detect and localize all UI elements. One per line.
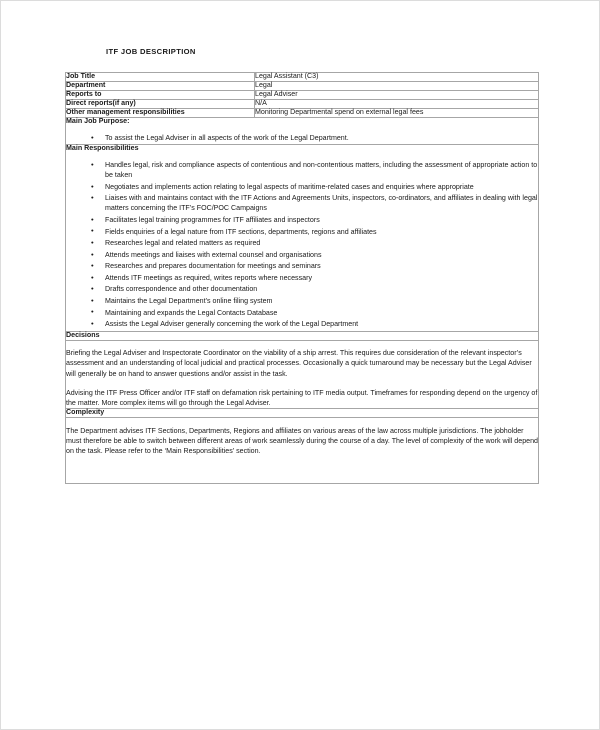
list-item: • Fields enquiries of a legal nature from ITF sections, departments, regions and affiliates <box>66 227 538 237</box>
field-value: Legal <box>255 81 539 90</box>
table-row-job-title <box>66 73 539 82</box>
job-description-table <box>65 72 539 484</box>
section-cell <box>66 418 539 484</box>
table-row-department <box>66 81 539 90</box>
field-label: Department <box>66 81 255 90</box>
list-item: • Drafts correspondence and other documentation <box>66 284 538 294</box>
list-item: • Liaises with and maintains contact with the ITF Actions and Agreements Units, inspectors, co-ordinators, and affiliates in dealing with legal matters concerning the ITF’s FOC/POC Campaigns <box>66 193 538 213</box>
list-item: • Handles legal, risk and compliance aspects of contentious and non-contentious matters, including the assessment of appropriate action to be taken <box>66 160 538 180</box>
list-item: • Maintains the Legal Department’s online filing system <box>66 296 538 306</box>
table-row-reports-to <box>66 90 539 99</box>
list-item: • Negotiates and implements action relating to legal aspects of maritime-related cases and enquiries where appropriate <box>66 182 538 192</box>
section-decisions-body <box>66 340 539 409</box>
field-label: Job Title <box>66 73 255 82</box>
field-value: Monitoring Departmental spend on external legal fees <box>255 108 539 117</box>
section-heading-main-responsibilities: Main Responsibilities <box>66 143 139 152</box>
section-complexity-body <box>66 418 539 484</box>
paragraph: Advising the ITF Press Officer and/or ITF staff on defamation risk pertaining to ITF media output. Timeframes for responding depend on the urgency of the matter. More complex items will go through the Legal Adviser. <box>66 388 538 407</box>
bullet-list-main-job-purpose <box>66 133 538 143</box>
bullet-list-main-responsibilities <box>66 160 538 329</box>
list-item: • Assists the Legal Adviser generally concerning the work of the Legal Department <box>66 319 538 329</box>
spacer <box>66 457 538 483</box>
field-value: Legal Adviser <box>255 90 539 99</box>
paragraph: The Department advises ITF Sections, Departments, Regions and affiliates on various areas of the law across multiple jurisdictions. The jobholder must therefore be able to switch between different areas of work seamlessly during the course of a day. The level of complexity of the work will depend on the task. Please refer to the ‘Main Responsibilities’ section. <box>66 426 538 456</box>
list-item: • Maintaining and expands the Legal Contacts Database <box>66 308 538 318</box>
section-decisions-heading <box>66 331 539 340</box>
field-label: Other management responsibilities <box>66 108 255 117</box>
section-cell <box>66 340 539 409</box>
list-item: • Facilitates legal training programmes for ITF affiliates and inspectors <box>66 215 538 225</box>
list-item: • Attends ITF meetings as required, writes reports where necessary <box>66 273 538 283</box>
field-value: Legal Assistant (C3) <box>255 73 539 82</box>
section-heading-decisions: Decisions <box>66 331 539 340</box>
section-heading-main-job-purpose: Main Job Purpose: <box>66 116 130 125</box>
section-cell <box>66 117 539 144</box>
section-complexity-heading <box>66 409 539 418</box>
list-item: • To assist the Legal Adviser in all aspects of the work of the Legal Department. <box>66 133 538 143</box>
paragraph: Briefing the Legal Adviser and Inspectorate Coordinator on the viability of a ship arrest. This requires due consideration of the relevant inspector’s assessment and an understanding of local judicial and practical processes. Occasionally a quick turnaround may be necessary but the Legal Adviser will generally be on hand to answer questions and/or assist in the task. <box>66 349 532 378</box>
list-item: • Attends meetings and liaises with external counsel and organisations <box>66 250 538 260</box>
section-cell <box>66 144 539 331</box>
page-title: ITF JOB DESCRIPTION <box>106 47 196 56</box>
section-main-job-purpose <box>66 117 539 144</box>
field-value: N/A <box>255 99 539 108</box>
field-label: Direct reports(if any) <box>66 99 255 108</box>
list-item: • Researches legal and related matters as required <box>66 238 538 248</box>
section-main-responsibilities <box>66 144 539 331</box>
list-item: • Researches and prepares documentation for meetings and seminars <box>66 261 538 271</box>
section-heading-complexity: Complexity <box>66 409 539 418</box>
table-row-direct-reports <box>66 99 539 108</box>
field-label: Reports to <box>66 90 255 99</box>
table-row-other-management-responsibilities <box>66 108 539 117</box>
